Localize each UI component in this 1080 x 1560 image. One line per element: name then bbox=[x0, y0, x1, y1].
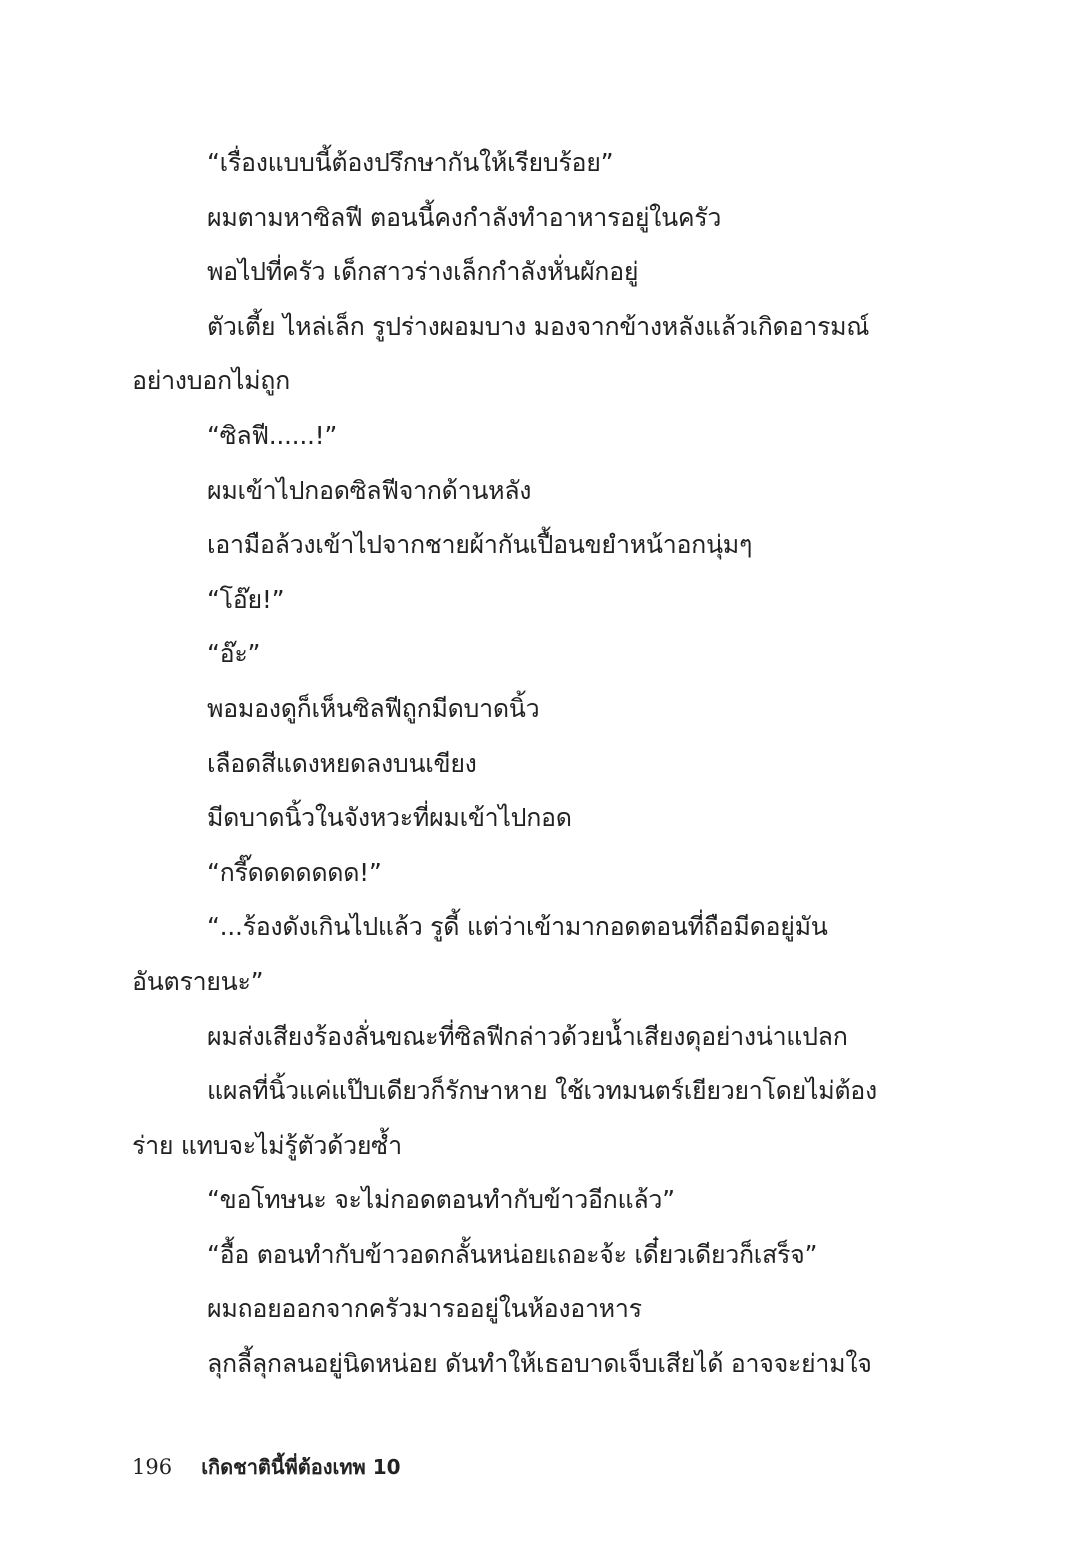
body-text bbox=[132, 136, 892, 1392]
text-line: “โอ๊ย!” bbox=[207, 584, 285, 614]
text-line: พอมองดูก็เห็นซิลฟีถูกมีดบาดนิ้ว bbox=[207, 693, 540, 723]
text-line: “กรี๊ดดดดดดด!” bbox=[207, 857, 382, 887]
text-line: มีดบาดนิ้วในจังหวะที่ผมเข้าไปกอด bbox=[207, 803, 572, 833]
text-line: ตัวเตี้ย ไหล่เล็ก รูปร่างผอมบาง มองจากข้างหลังแล้วเกิดอารมณ์ bbox=[207, 311, 870, 341]
text-line: เลือดสีแดงหยดลงบนเขียง bbox=[207, 748, 477, 778]
text-line: อย่างบอกไม่ถูก bbox=[132, 366, 290, 396]
text-line: แผลที่นิ้วแค่แป๊บเดียวก็รักษาหาย ใช้เวทมนตร์เยียวยาโดยไม่ต้อง bbox=[207, 1076, 877, 1106]
text-line: “อื้อ ตอนทำกับข้าวอดกลั้นหน่อยเถอะจ้ะ เดี๋ยวเดียวก็เสร็จ” bbox=[207, 1239, 818, 1269]
text-line: “...ร้องดังเกินไปแล้ว รูดี้ แต่ว่าเข้ามากอดตอนที่ถือมีดอยู่มัน bbox=[207, 912, 828, 942]
page-number: 196 bbox=[132, 1455, 173, 1479]
text-line: อันตรายนะ” bbox=[132, 966, 264, 996]
text-line: ผมส่งเสียงร้องลั่นขณะที่ซิลฟีกล่าวด้วยน้ำเสียงดุอย่างน่าแปลก bbox=[207, 1021, 848, 1051]
text-line: “เรื่องแบบนี้ต้องปรึกษากันให้เรียบร้อย” bbox=[207, 148, 614, 177]
book-title: เกิดชาตินี้พี่ต้องเทพ 10 bbox=[201, 1455, 401, 1479]
text-line: ผมตามหาซิลฟี ตอนนี้คงกำลังทำอาหารอยู่ในครัว bbox=[207, 202, 722, 232]
text-line: พอไปที่ครัว เด็กสาวร่างเล็กกำลังหั่นผักอยู่ bbox=[207, 257, 639, 287]
page-footer bbox=[132, 1452, 401, 1482]
text-line: ผมเข้าไปกอดซิลฟีจากด้านหลัง bbox=[207, 475, 532, 505]
text-line: ผมถอยออกจากครัวมารออยู่ในห้องอาหาร bbox=[207, 1294, 642, 1324]
text-line: ร่าย แทบจะไม่รู้ตัวด้วยซ้ำ bbox=[132, 1130, 402, 1160]
text-line: “ขอโทษนะ จะไม่กอดตอนทำกับข้าวอีกแล้ว” bbox=[207, 1185, 675, 1215]
text-line: ลุกลี้ลุกลนอยู่นิดหน่อย ดันทำให้เธอบาดเจ็บเสียได้ อาจจะย่ามใจ bbox=[207, 1349, 872, 1379]
text-line: “ซิลฟี......!” bbox=[207, 420, 337, 450]
text-line: เอามือล้วงเข้าไปจากชายผ้ากันเปื้อนขยำหน้าอกนุ่มๆ bbox=[207, 530, 753, 560]
text-line: “อ๊ะ” bbox=[207, 639, 261, 669]
